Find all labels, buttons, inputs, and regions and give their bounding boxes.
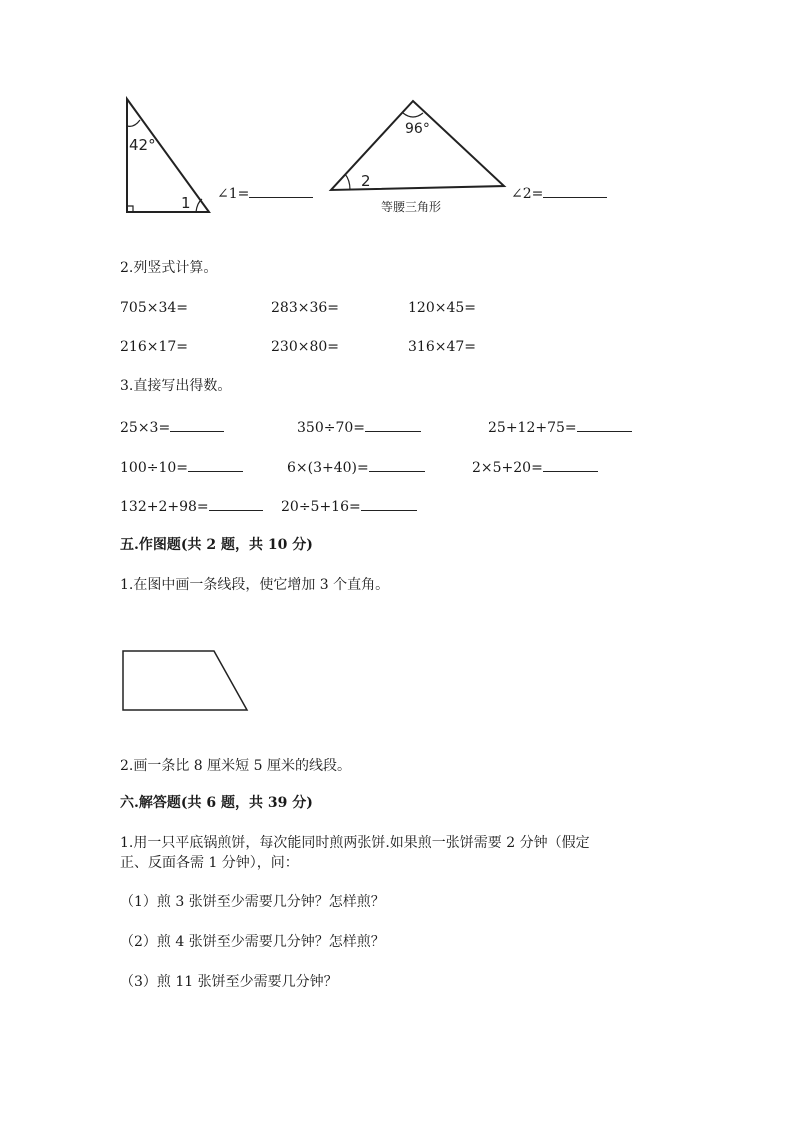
section6-sub-3: （3）煎 11 张饼至少需要几分钟？ <box>120 974 338 990</box>
q3-expr: 100÷10= <box>120 460 188 476</box>
angle-42-label: 42° <box>129 136 156 154</box>
q2-item: 316×47= <box>408 339 476 355</box>
section5-q2: 2.画一条比 8 厘米短 5 厘米的线段。 <box>120 758 351 774</box>
section6-sub-2: （2）煎 4 张饼至少需要几分钟？怎样煎？ <box>120 934 385 950</box>
angle-96-label: 96° <box>405 121 430 137</box>
trapezoid <box>123 651 247 710</box>
q2-item: 216×17= <box>120 339 188 355</box>
q3-expr: 350÷70= <box>297 420 365 436</box>
section5-title: 五.作图题(共 2 题，共 10 分) <box>120 537 313 553</box>
q3-expr: 132+2+98= <box>120 499 209 515</box>
isosceles-caption: 等腰三角形 <box>381 200 442 214</box>
q3-expr: 20÷5+16= <box>281 499 361 515</box>
q2-item: 230×80= <box>271 339 339 355</box>
section5-q1: 1.在图中画一条线段，使它增加 3 个直角。 <box>120 577 390 593</box>
section6-sub-1: （1）煎 3 张饼至少需要几分钟？怎样煎？ <box>120 894 385 910</box>
q3-expr: 25+12+75= <box>488 420 577 436</box>
q2-item: 120×45= <box>408 300 476 316</box>
q3-expr: 6×(3+40)= <box>287 460 369 476</box>
q2-heading: 2.列竖式计算。 <box>120 260 218 276</box>
section6-q1-line2: 正、反面各需 1 分钟），问： <box>120 855 299 871</box>
angle2-prompt: ∠2= <box>511 186 544 202</box>
q2-item: 283×36= <box>271 300 339 316</box>
q3-heading: 3.直接写出得数。 <box>120 378 232 394</box>
angle-2-label: 2 <box>361 172 371 190</box>
q2-item: 705×34= <box>120 300 188 316</box>
angle-1-label: 1 <box>181 194 191 212</box>
q3-expr: 25×3= <box>120 420 171 436</box>
section6-title: 六.解答题(共 6 题，共 39 分) <box>120 795 313 811</box>
section6-q1-line1: 1.用一只平底锅煎饼，每次能同时煎两张饼.如果煎一张饼需要 2 分钟（假定 <box>120 835 590 851</box>
angle1-prompt: ∠1= <box>217 186 250 202</box>
q3-expr: 2×5+20= <box>472 460 543 476</box>
